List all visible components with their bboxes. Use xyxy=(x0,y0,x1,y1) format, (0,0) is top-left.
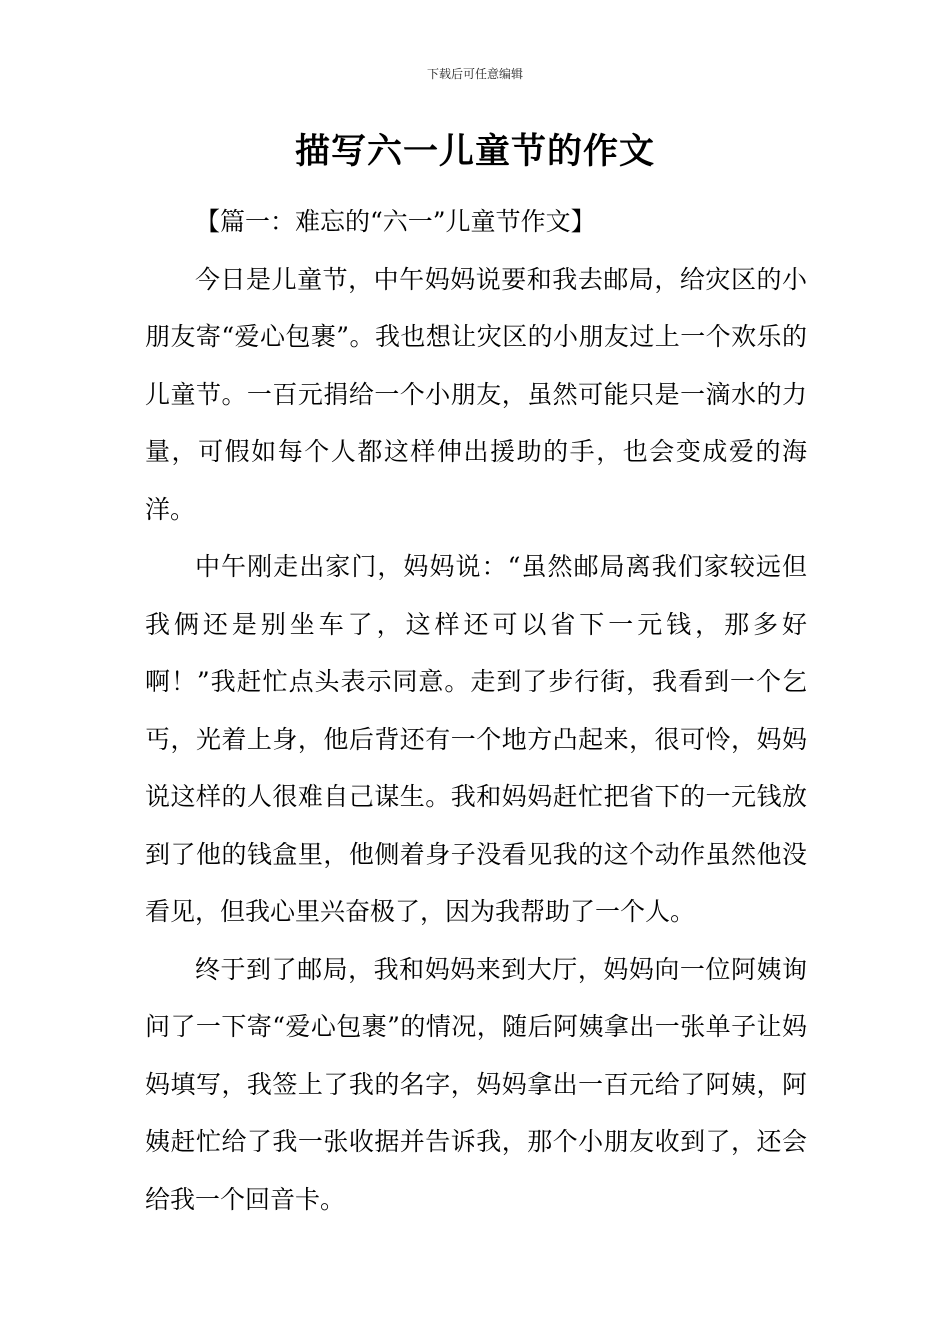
document-body xyxy=(145,193,807,1228)
paragraph-1: 今日是儿童节，中午妈妈说要和我去邮局，给灾区的小朋友寄“爱心包裹”。我也想让灾区的小朋友过上一个欢乐的儿童节。一百元捐给一个小朋友，虽然可能只是一滴水的力量，可假如每个人都这样伸出援助的手，也会变成爱的海洋。 xyxy=(145,264,807,524)
paragraph-2: 中午刚走出家门，妈妈说：“虽然邮局离我们家较远但我俩还是别坐车了，这样还可以省下一元钱，那多好啊！”我赶忙点头表示同意。走到了步行街，我看到一个乞丐，光着上身，他后背还有一个地方凸起来，很可怜，妈妈说这样的人很难自己谋生。我和妈妈赶忙把省下的一元钱放到了他的钱盒里，他侧着身子没看见我的这个动作虽然他没看见，但我心里兴奋极了，因为我帮助了一个人。 xyxy=(145,552,807,926)
section-heading: 【篇一：难忘的“六一”儿童节作文】 xyxy=(195,207,596,236)
document-title: 描写六一儿童节的作文 xyxy=(294,132,655,172)
paragraph-3: 终于到了邮局，我和妈妈来到大厅，妈妈向一位阿姨询问了一下寄“爱心包裹”的情况，随后阿姨拿出一张单子让妈妈填写，我签上了我的名字，妈妈拿出一百元给了阿姨，阿姨赶忙给了我一张收据并告诉我，那个小朋友收到了，还会给我一个回音卡。 xyxy=(145,954,807,1214)
header-note: 下载后可任意编辑 xyxy=(426,67,523,81)
